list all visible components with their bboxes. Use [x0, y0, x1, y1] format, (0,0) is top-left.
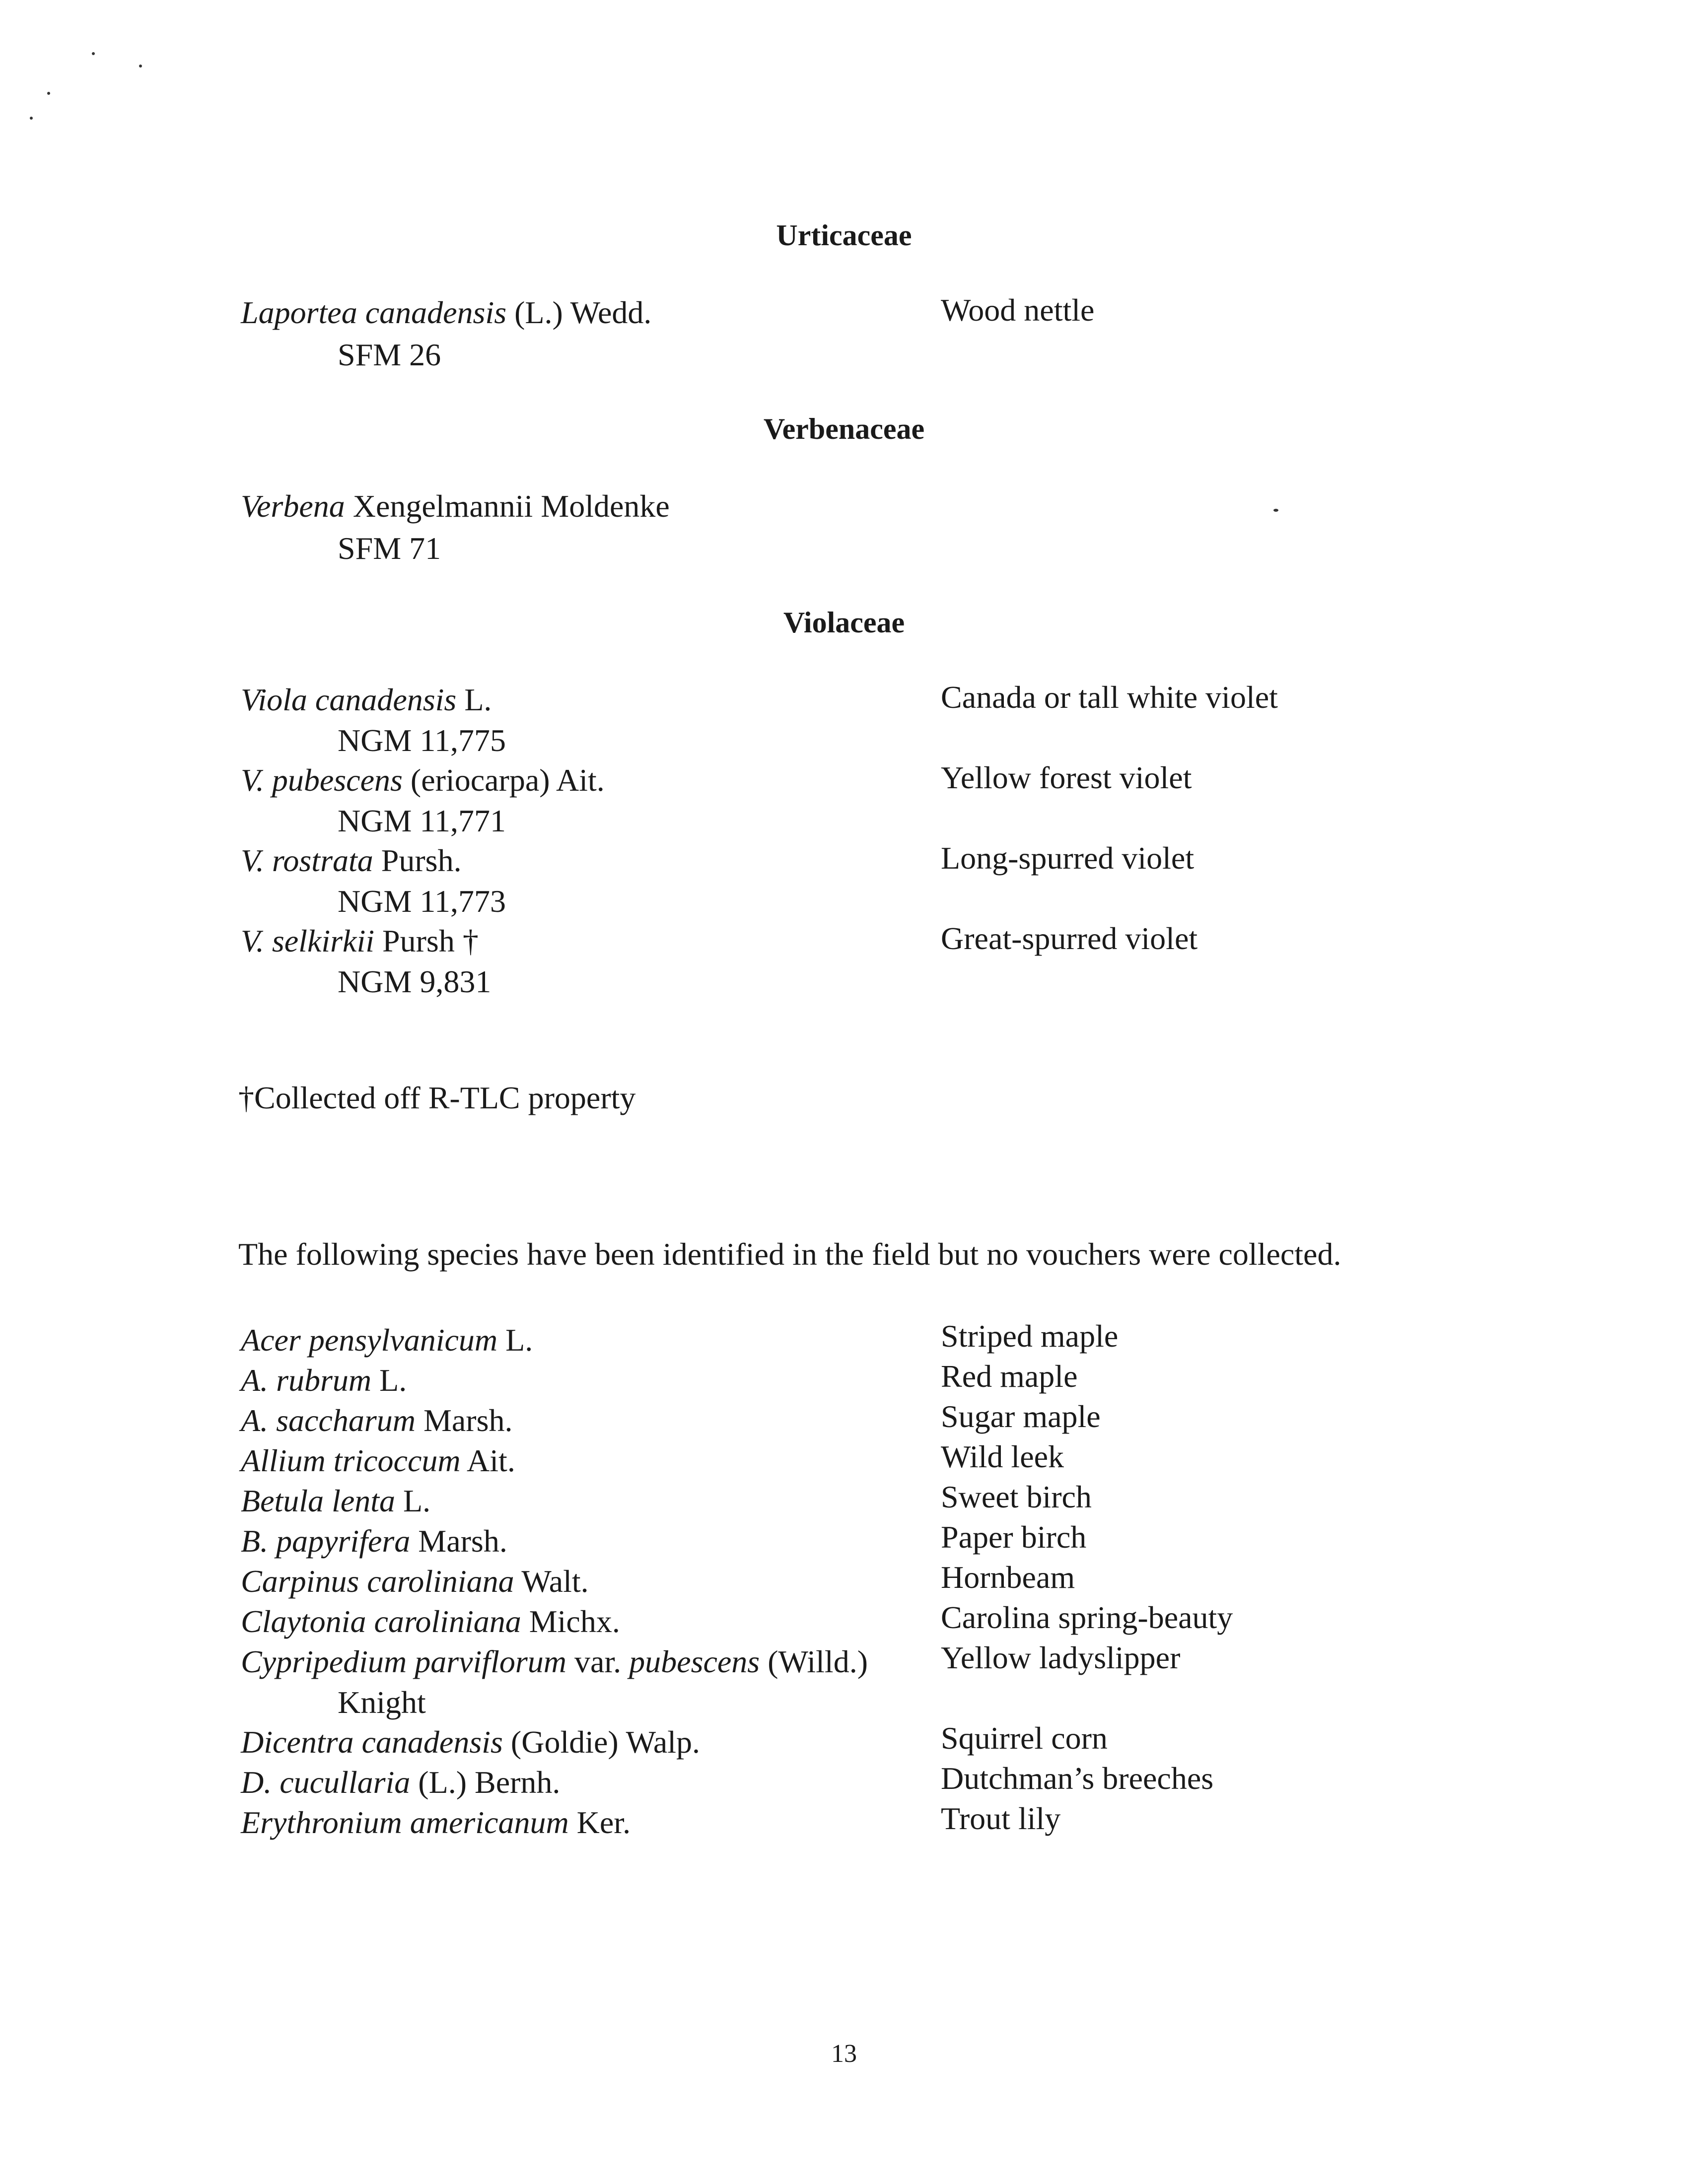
common-name: Wild leek	[941, 1439, 1064, 1474]
scan-speck	[30, 117, 33, 120]
voucher-number: NGM 9,831	[338, 964, 492, 999]
voucher-number: NGM 11,775	[338, 723, 506, 758]
voucher-number: SFM 71	[338, 531, 441, 566]
species-name: V. rostrata Pursh.	[241, 843, 462, 878]
scan-speck	[47, 92, 50, 95]
species-name: Dicentra canadensis (Goldie) Walp.	[241, 1724, 701, 1760]
voucher-number: NGM 11,773	[338, 884, 506, 919]
authority-continuation: Knight	[338, 1685, 426, 1720]
common-name: Yellow ladyslipper	[941, 1640, 1181, 1675]
family-heading: Violaceae	[783, 606, 905, 639]
species-name: Acer pensylvanicum L.	[241, 1322, 533, 1358]
species-name: Carpinus caroliniana Walt.	[241, 1564, 589, 1599]
scan-speck	[92, 52, 95, 55]
voucher-number: NGM 11,771	[338, 803, 506, 838]
common-name: Sugar maple	[941, 1399, 1101, 1434]
species-name: Claytonia caroliniana Michx.	[241, 1604, 620, 1639]
scan-speck	[1273, 509, 1278, 512]
voucher-number: SFM 26	[338, 337, 441, 372]
common-name: Hornbeam	[941, 1560, 1075, 1595]
common-name: Paper birch	[941, 1519, 1087, 1555]
species-name: D. cucullaria (L.) Bernh.	[241, 1765, 561, 1800]
species-name: Verbena Xengelmannii Moldenke	[241, 488, 670, 524]
intro-paragraph: The following species have been identified in the field but no vouchers were collected.	[238, 1236, 1341, 1272]
species-name: Cypripedium parviflorum var. pubescens (Willd.)	[241, 1644, 868, 1679]
common-name: Great-spurred violet	[941, 921, 1198, 956]
footnote: †Collected off R-TLC property	[238, 1080, 636, 1115]
species-name: A. rubrum L.	[241, 1363, 407, 1398]
species-name: A. saccharum Marsh.	[241, 1403, 513, 1438]
common-name: Striped maple	[941, 1318, 1119, 1354]
family-heading: Urticaceae	[776, 219, 912, 252]
common-name: Long-spurred violet	[941, 840, 1195, 876]
common-name: Squirrel corn	[941, 1720, 1108, 1756]
species-name: Betula lenta L.	[241, 1483, 431, 1518]
page-number: 13	[831, 2040, 857, 2068]
species-name: Viola canadensis L.	[241, 682, 492, 717]
common-name: Trout lily	[941, 1801, 1061, 1836]
common-name: Carolina spring-beauty	[941, 1600, 1233, 1635]
species-name: V. selkirkii Pursh †	[241, 923, 479, 958]
species-name: B. papyrifera Marsh.	[241, 1523, 507, 1559]
common-name: Wood nettle	[941, 292, 1095, 328]
common-name: Canada or tall white violet	[941, 680, 1278, 715]
species-name: Allium tricoccum Ait.	[241, 1443, 515, 1478]
common-name: Sweet birch	[941, 1479, 1092, 1514]
scan-speck	[139, 65, 142, 68]
species-name: V. pubescens (eriocarpa) Ait.	[241, 762, 605, 798]
species-name: Erythronium americanum Ker.	[241, 1805, 631, 1840]
common-name: Dutchman’s breeches	[941, 1761, 1214, 1796]
family-heading: Verbenaceae	[763, 412, 925, 445]
common-name: Red maple	[941, 1359, 1078, 1394]
species-name: Laportea canadensis (L.) Wedd.	[241, 295, 652, 330]
common-name: Yellow forest violet	[941, 760, 1192, 795]
